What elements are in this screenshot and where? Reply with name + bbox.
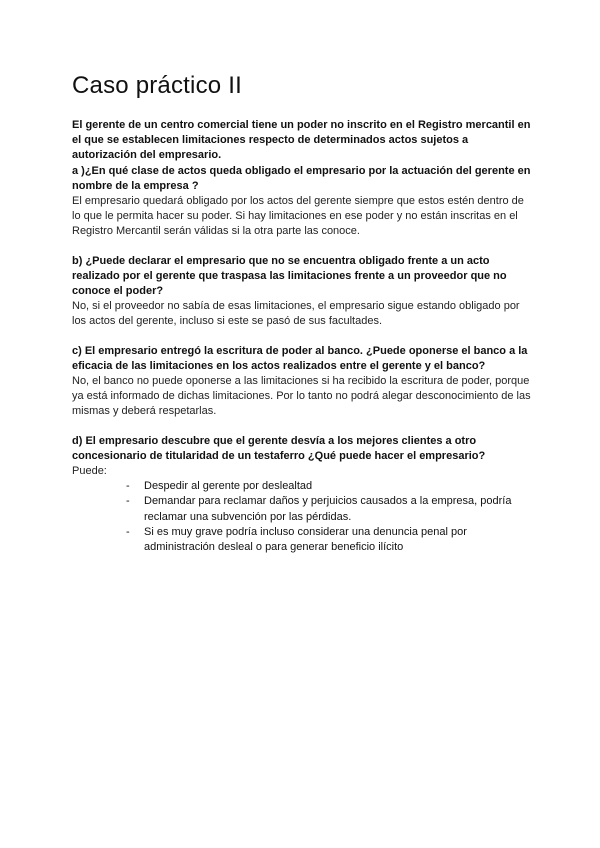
- question-b: b) ¿Puede declarar el empresario que no se encuentra obligado frente a un acto realizado por el gerente que traspasa las limitaciones frente a un proveedor que no conoce el poder?: [72, 254, 507, 298]
- list-item-text: Demandar para reclamar daños y perjuicios causados a la empresa, podría reclamar una subvención por las pérdidas.: [144, 495, 512, 523]
- section-b: [72, 254, 532, 330]
- answer-d-list: [72, 479, 532, 555]
- list-item-text: Despedir al gerente por deslealtad: [144, 480, 313, 493]
- question-a: a )¿En qué clase de actos queda obligado el empresario por la actuación del gerente en nombre de la empresa ?: [72, 164, 531, 192]
- case-statement: El gerente de un centro comercial tiene un poder no inscrito en el Registro mercantil en el que se establecen limitaciones respecto de determinados actos sujetos a autorización del empresario.: [72, 119, 531, 162]
- answer-c: No, el banco no puede oponerse a las limitaciones si ha recibido la escritura de poder, porque ya está informado de dichas limitaciones. Por lo tanto no podrá alegar desconocimiento de las mismas y deberá respetarlas.: [72, 375, 531, 418]
- list-item-text: Si es muy grave podría incluso considerar una denuncia penal por administración desleal o para generar beneficio ilícito: [144, 525, 467, 554]
- section-c: [72, 344, 532, 420]
- answer-d-lead: Puede:: [72, 465, 107, 478]
- question-c: c) El empresario entregó la escritura de poder al banco. ¿Puede oponerse el banco a la eficacia de las limitaciones en los actos realizados entre el gerente y el banco?: [72, 344, 528, 372]
- list-item: [72, 525, 532, 555]
- answer-b: No, si el proveedor no sabía de esas limitaciones, el empresario sigue estando obligado por los actos del gerente, incluso si este se pasó de sus facultades.: [72, 300, 520, 328]
- document-body: [72, 118, 532, 569]
- section-d: [72, 434, 532, 556]
- list-item: [72, 494, 532, 524]
- question-d: d) El empresario descubre que el gerente desvía a los mejores clientes a otro concesionario de titularidad de un testaferro ¿Qué puede hacer el empresario?: [72, 434, 486, 462]
- page-title: Caso práctico II: [72, 72, 242, 99]
- bullet-dash: -: [126, 525, 130, 538]
- answer-a: El empresario quedará obligado por los actos del gerente siempre que estos estén dentro de lo que le permita hacer su poder. Si hay limitaciones en ese poder y no están inscritas en el Registro Mercantil serán válidas si la otra parte las conoce.: [72, 195, 524, 238]
- section-a: [72, 118, 532, 240]
- bullet-dash: -: [126, 480, 130, 493]
- list-item: [72, 479, 532, 494]
- bullet-dash: -: [126, 495, 130, 508]
